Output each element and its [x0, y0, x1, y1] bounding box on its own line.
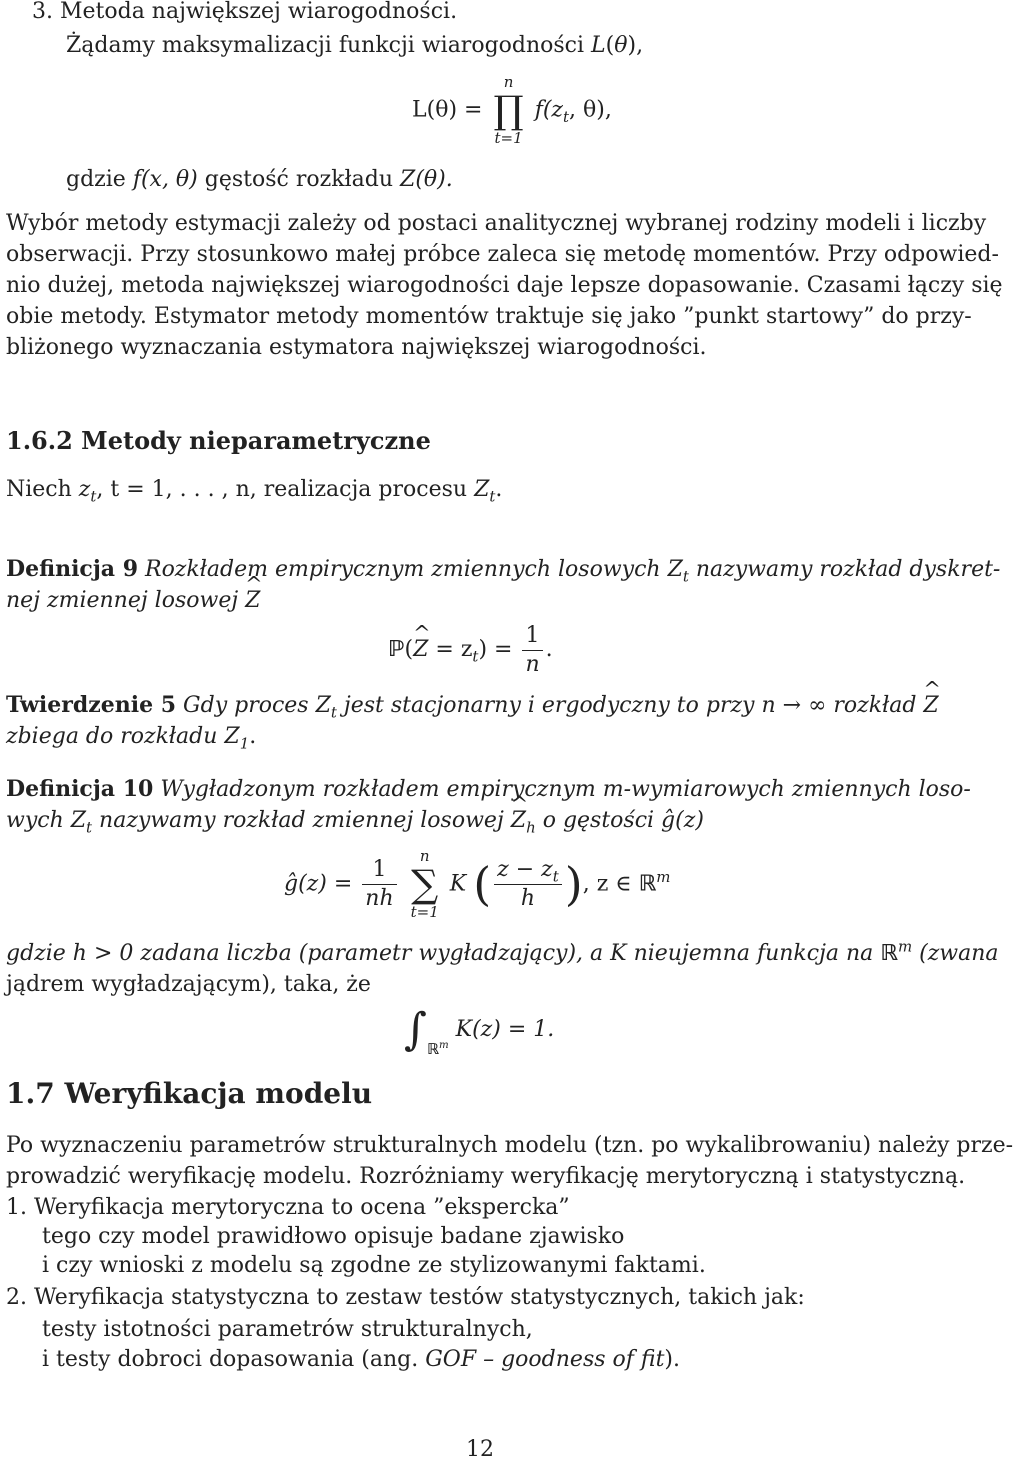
density-note: gdzie f(x, θ) gęstość rozkładu Z(θ). [66, 167, 453, 192]
sum-operator: n ∑ t=1 [410, 847, 439, 922]
definition-10-line1: Definicja 10 Wygładzonym rozkładem empirycznym m-wymiarowych zmiennych loso- [6, 776, 971, 802]
kernel-note-line2: jądrem wygładzającym), taka, że [6, 972, 371, 997]
product-operator: n ∏ t=1 [493, 73, 524, 148]
kernel-density-equation: ĝ(z) = $\frac{1}{nh}$ n ∑ t=1 K ( $\frac{z - z_t}{h}$ ), z ∈ ℝ$^m$ [284, 847, 671, 922]
kernel-integral-equation: $\int_{ℝ^m}$ K(z) = 1. [404, 1004, 555, 1058]
verification-item-1-b: i czy wnioski z modelu są zgodne ze stylizowanymi faktami. [42, 1253, 706, 1278]
empirical-distribution-equation: ℙ(^ $Z = z_t$) = $\frac{1}{n}$ . [388, 622, 553, 678]
section-heading: 1.7 Weryfikacja modelu [6, 1077, 373, 1110]
verification-item-2-b: i testy dobroci dopasowania (ang. GOF – goodness of fit). [42, 1347, 680, 1372]
para1-line: obie metody. Estymator metody momentów traktuje się jako ”punkt startowy” do przy- [6, 304, 972, 329]
document-page [6, 0, 1013, 1460]
item3-requirement: Żądamy maksymalizacji funkcji wiarogodności L(θ), [66, 33, 644, 58]
verification-line: Po wyznaczeniu parametrów strukturalnych modelu (tzn. po wykalibrowaniu) należy prze- [6, 1133, 1013, 1158]
fraction-1-over-n: $\frac{1}{n}$ [522, 622, 542, 678]
definition-9-line1: Definicja 9 Rozkładem empirycznym zmiennych losowych $Z_t$ nazywamy rozkład dyskret- [6, 556, 1001, 586]
verification-item-2-a: testy istotności parametrów strukturalnych, [42, 1317, 533, 1342]
subsection-heading: 1.6.2 Metody nieparametryczne [6, 426, 431, 455]
para1-line: bliżonego wyznaczania estymatora największej wiarogodności. [6, 335, 707, 360]
verification-line: prowadzić weryfikację modelu. Rozróżniamy weryfikację merytoryczną i statystyczną. [6, 1164, 966, 1189]
definition-9-line2: nej zmiennej losowej ^ Z [6, 585, 260, 617]
theorem-5-line1: Twierdzenie 5 Gdy proces $Z_t$ jest stacjonarny i ergodyczny to przy n → ∞ rozkład ^ Z [6, 690, 939, 722]
fraction-1-over-nh: $\frac{1}{nh}$ [362, 856, 396, 912]
para1-line: nio dużej, metoda największej wiarogodności daje lepsze dopasowanie. Czasami łączy się [6, 273, 1003, 298]
theorem-5-line2: zbiega do rozkładu $Z_1$. [6, 724, 257, 753]
page-number: 12 [466, 1437, 494, 1462]
item3-heading: 3. Metoda największej wiarogodności. [32, 0, 458, 24]
verification-item-1: 1. Weryfikacja merytoryczna to ocena ”ekspercka” [6, 1195, 570, 1220]
verification-item-2: 2. Weryfikacja statystyczna to zestaw testów statystycznych, takich jak: [6, 1285, 805, 1310]
definition-10-line2: wych $Z_t$ nazywamy rozkład zmiennej losowej ^ $Z_h$ o gęstości ĝ(z) [6, 805, 704, 837]
likelihood-equation: L(θ) = n ∏ t=1 $f(z_t$, θ), [412, 73, 612, 148]
niech-line: Niech $z_t$, t = 1, . . . , n, realizacja procesu $Z_t$. [6, 477, 503, 506]
kernel-note-line1: gdzie h > 0 zadana liczba (parametr wygładzający), a K nieujemna funkcja na ℝ$^m$ (zwana [6, 937, 999, 966]
para1-line: obserwacji. Przy stosunkowo małej próbce zaleca się metodę momentów. Przy odpowied- [6, 242, 999, 267]
verification-item-1-a: tego czy model prawidłowo opisuje badane zjawisko [42, 1224, 625, 1249]
fraction-z-minus-zt-over-h: $\frac{z - z_t}{h}$ [494, 856, 562, 912]
para1-line: Wybór metody estymacji zależy od postaci analitycznej wybranej rodziny modeli i liczby [6, 211, 987, 236]
